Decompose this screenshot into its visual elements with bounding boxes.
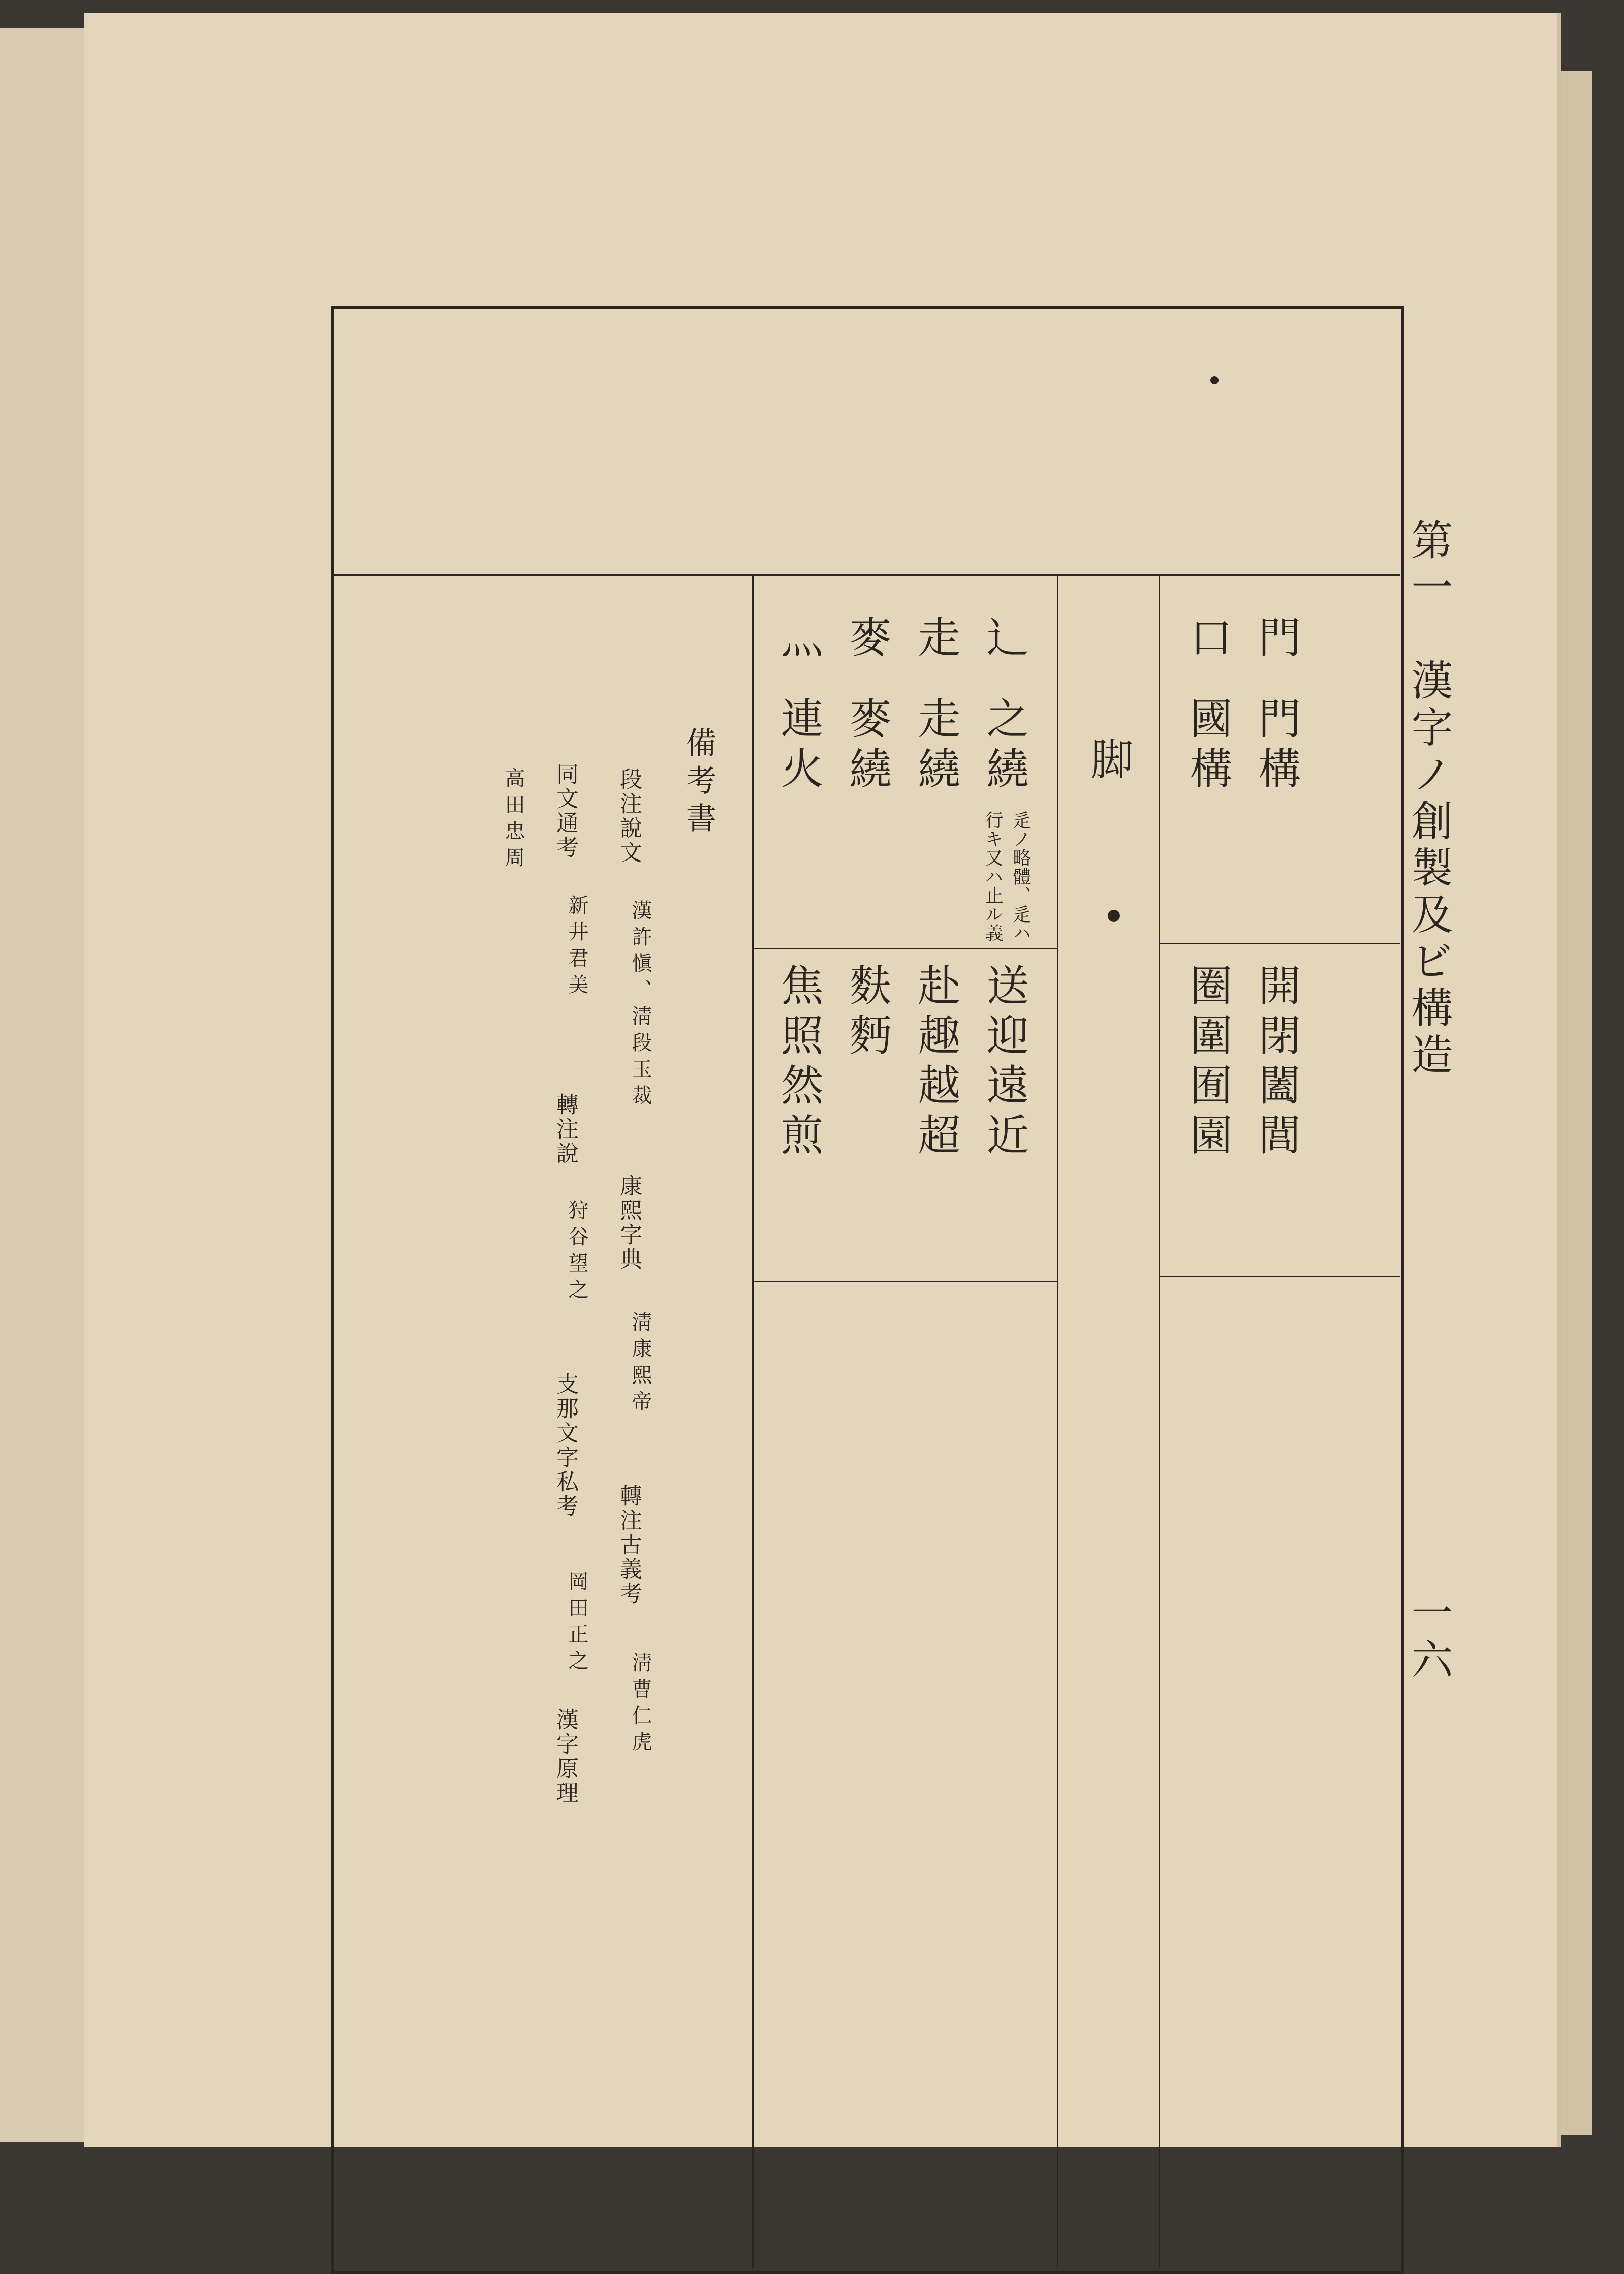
radical-name: 走繞: [911, 696, 961, 796]
reference-title: 同文通考: [552, 762, 578, 860]
reference-author: 岡田正之: [565, 1571, 588, 1676]
reference-title: 轉注古義考: [616, 1484, 642, 1606]
frame-top-rule: [333, 574, 1400, 576]
reference-title: 漢字原理: [552, 1708, 578, 1805]
ashi-row-rule: [754, 948, 1057, 949]
divider-refs: [752, 576, 754, 2268]
radical-symbol: 辶: [980, 615, 1029, 665]
radical-note: 行キ又ハ止ル義: [982, 811, 1003, 942]
running-title: 第一 漢字ノ創製及ビ構造: [1404, 518, 1453, 1080]
reference-author: 淸康熙帝: [629, 1311, 652, 1417]
page-edge: [1561, 71, 1592, 2135]
divider-kamae: [1159, 576, 1160, 2268]
radical-name: 國構: [1183, 696, 1233, 796]
reference-title: 支那文字私考: [552, 1372, 578, 1519]
reference-author: 漢許愼、淸段玉裁: [629, 900, 652, 1111]
radical-name: 麥繞: [842, 696, 892, 796]
radical-examples: 麩麪: [842, 963, 892, 1063]
reference-author: 新井君美: [565, 895, 588, 1000]
table-frame: [331, 306, 1404, 2274]
radical-examples: 圈圍囿園: [1183, 963, 1233, 1162]
reference-title: 轉注說: [552, 1093, 578, 1166]
facing-page: [0, 28, 85, 2142]
radical-note: 辵ノ略體、辵ハ: [1010, 811, 1031, 942]
radical-symbol: 灬: [774, 615, 824, 665]
kamae-bottom-rule: [1159, 1276, 1400, 1277]
ashi-bottom-rule: [754, 1281, 1057, 1282]
radical-name: 之繞: [980, 696, 1029, 796]
divider-ashi: [1057, 576, 1058, 2268]
radical-symbol: 麥: [842, 615, 892, 665]
reference-author: 狩谷望之: [565, 1200, 588, 1305]
reference-title: 康熙字典: [616, 1174, 642, 1272]
radical-name: 門構: [1252, 696, 1301, 796]
page-number: 一六: [1404, 1591, 1453, 1684]
ink-spot: [1108, 910, 1120, 922]
radical-examples: 焦照然煎: [774, 963, 824, 1162]
radical-examples: 送迎遠近: [980, 963, 1029, 1162]
reference-author: 高田忠周: [502, 767, 525, 873]
reference-author: 淸曹仁虎: [629, 1652, 652, 1758]
ashi-label: 脚: [1084, 737, 1134, 787]
radical-symbol: 口: [1183, 615, 1233, 665]
reference-title: 段注說文: [616, 767, 642, 865]
radical-examples: 開閉闔閭: [1252, 963, 1301, 1162]
radical-symbol: 門: [1252, 615, 1301, 665]
kamae-row-rule: [1159, 943, 1400, 944]
references-heading: 備考書: [681, 727, 716, 840]
radical-name: 連火: [774, 696, 824, 796]
radical-symbol: 走: [911, 615, 961, 665]
radical-examples: 赴趣越超: [911, 963, 961, 1162]
ink-spot: [1210, 376, 1219, 384]
